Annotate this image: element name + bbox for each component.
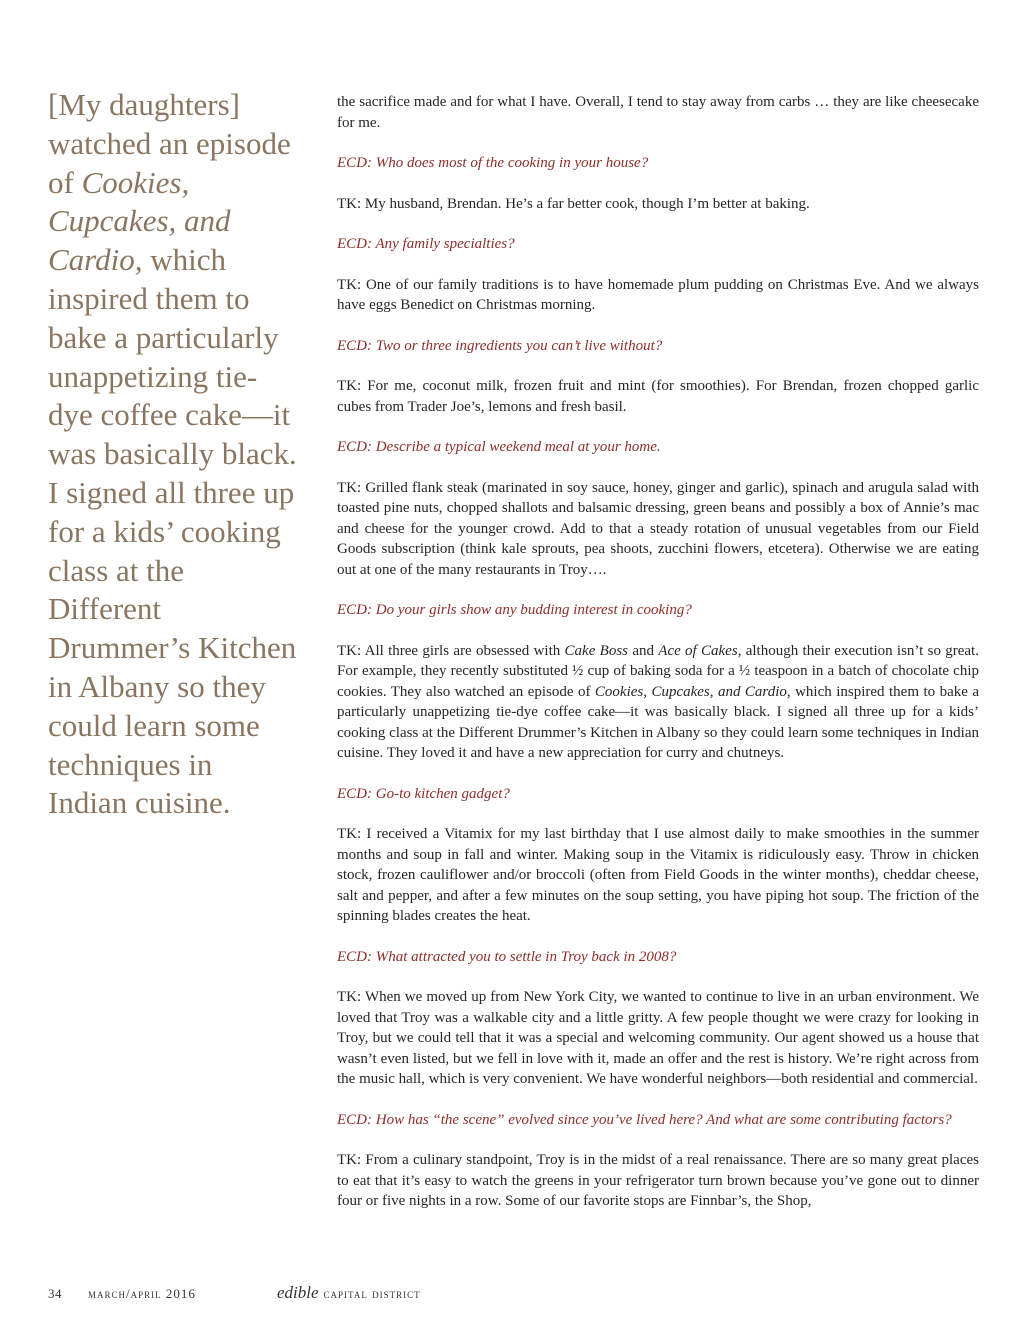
- question: ECD: Who does most of the cooking in your house?: [337, 155, 649, 171]
- question: ECD: Do your girls show any budding interest in cooking?: [337, 602, 692, 618]
- question: ECD: What attracted you to settle in Troy back in 2008?: [337, 948, 677, 965]
- article-body: [337, 92, 979, 1232]
- question: ECD: Two or three ingredients you can’t live without?: [337, 337, 663, 354]
- question: ECD: Go-to kitchen gadget?: [337, 785, 510, 802]
- brand-logo-script: edible: [277, 1283, 319, 1302]
- answer: TK: For me, coconut milk, frozen fruit and mint (for smoothies). For Brendan, frozen chopped garlic cubes from Trader Joe’s, lemons and fresh basil.: [337, 378, 979, 415]
- pull-quote: [48, 86, 298, 823]
- brand-name: capital district: [323, 1286, 421, 1301]
- answer: TK: My husband, Brendan. He’s a far better cook, though I’m better at baking.: [337, 195, 810, 212]
- answer: TK: When we moved up from New York City, we wanted to continue to live in an urban environment. We loved that Troy was a walkable city and a little gritty. A few people thought we were crazy for looking in Troy, but we could tell that it was a special and welcoming community. Our agent showed us a house that wasn’t even listed, but we fell in love with it, made an offer and the rest is history. We’re right across from the music hall, which is very convenient. We have wonderful neighbors—both residential and commercial.: [337, 989, 979, 1087]
- question: ECD: Any family specialties?: [337, 236, 515, 252]
- answer: TK: From a culinary standpoint, Troy is in the midst of a real renaissance. There are so many great places to eat that it’s easy to watch the greens in your refrigerator turn brown because you’ve gone out to dinner four or five nights in a row. Some of our favorite stops are Finnbar’s, the Shop,: [337, 1152, 979, 1209]
- page-number: 34: [48, 1286, 62, 1301]
- question: ECD: How has “the scene” evolved since you’ve lived here? And what are some contributing factors?: [337, 1111, 952, 1128]
- page-footer: [48, 1283, 421, 1305]
- answer: TK: All three girls are obsessed with Cake Boss and Ace of Cakes, although their execution isn’t so great. For example, they recently substituted ½ cup of baking soda for a ½ teaspoon in a batch of chocolate chip cookies. They also watched an episode of Cookies, Cupcakes, and Cardio, which inspired them to bake a particularly unappetizing tie-dye coffee cake—it was basically black. I signed all three up for a kids’ cooking class at the Different Drummer’s Kitchen in Albany so they could learn some techniques in Indian cuisine. They loved it and have a new appreciation for curry and chutneys.: [337, 642, 979, 761]
- answer: TK: One of our family traditions is to have homemade plum pudding on Christmas Eve. And we always have eggs Benedict on Christmas morning.: [337, 276, 979, 313]
- article-intro: the sacrifice made and for what I have. Overall, I tend to stay away from carbs … they are like cheesecake for me.: [337, 94, 979, 131]
- question: ECD: Describe a typical weekend meal at your home.: [337, 439, 661, 455]
- pull-quote-text: [My daughters] watched an episode of Cookies, Cupcakes, and Cardio, which inspired them to bake a particularly unappetizing tie-dye coffee cake—it was basically black. I signed all three up for a kids’ cooking class at the Different Drummer’s Kitchen in Albany so they could learn some techniques in Indian cuisine.: [48, 87, 297, 821]
- answer: TK: I received a Vitamix for my last birthday that I use almost daily to make smoothies in the summer months and soup in fall and winter. Making soup in the Vitamix is ridiculously easy. Throw in chicken stock, frozen cauliflower and/or broccoli (often from Field Goods in the winter months), cheddar cheese, salt and pepper, and after a few minutes on the soup setting, you have piping hot soup. The friction of the spinning blades creates the heat.: [337, 826, 979, 924]
- answer: TK: Grilled flank steak (marinated in soy sauce, honey, ginger and garlic), spinach and arugula salad with toasted pine nuts, chopped shallots and balsamic dressing, green beans and possibly a box of Annie’s mac and cheese for the younger crowd. Add to that a steady rotation of unusual vegetables from our Field Goods subscription (think kale sprouts, pea shoots, zucchini flowers, etcetera). Otherwise we are eating out at one of the many restaurants in Troy….: [337, 479, 979, 578]
- issue-date: march/april 2016: [88, 1286, 196, 1301]
